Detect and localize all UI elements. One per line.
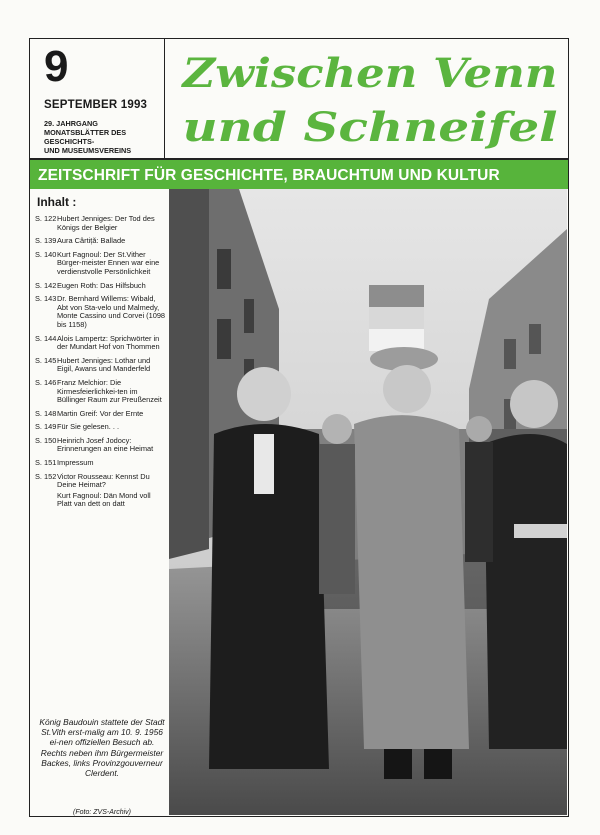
toc-page-number: S. 152 (35, 471, 57, 481)
toc-page-number: S. 140 (35, 249, 57, 259)
toc-entry-text: Franz Melchior: Die Kirmesfeierlichkei-ten im Büllinger Raum zur Preußenzeit (57, 377, 162, 405)
toc-item (35, 459, 167, 468)
toc-page-number: S. 150 (35, 435, 57, 445)
toc-item (35, 379, 167, 405)
masthead-title (175, 43, 565, 153)
toc-entry-text: Eugen Roth: Das Hilfsbuch (57, 280, 146, 290)
cover-photo (169, 189, 567, 815)
volume-line: MONATSBLÄTTER DES GESCHICHTS- (44, 128, 127, 146)
volume-line: 29. JAHRGANG (44, 119, 98, 128)
issue-info-box (30, 39, 165, 158)
toc-page-number: S. 122 (35, 214, 57, 223)
toc-page-number: S. 142 (35, 280, 57, 290)
toc-heading: Inhalt : (37, 195, 77, 209)
issue-date: SEPTEMBER 1993 (44, 99, 148, 111)
volume-info (44, 119, 162, 155)
cover-frame (29, 38, 569, 817)
toc-item (35, 437, 167, 454)
toc-page-number: S. 148 (35, 408, 57, 418)
toc-item (35, 295, 167, 329)
toc-page-number: S. 151 (35, 458, 57, 468)
toc-entry-text: Dr. Bernhard Willems: Wibald, Abt von Sta-velo und Malmedy, Monte Cassino und Corvei (1098 bis 1158) (57, 294, 166, 329)
toc-entry-text: Victor Rousseau: Kennst Du Deine Heimat? (57, 471, 150, 490)
volume-line: UND MUSEUMSVEREINS (44, 146, 132, 155)
toc-item (35, 237, 167, 246)
toc-entry-text: Kurt Fagnoul: Der St.Vither Bürger-meister Ennen war eine verdienstvolle Persönlichkeit (57, 249, 160, 276)
toc-page-number: S. 144 (35, 333, 57, 343)
toc-item (35, 282, 167, 291)
toc-page-number: S. 139 (35, 236, 57, 246)
toc-item (35, 357, 167, 374)
toc-entry-text: Für Sie gelesen. . . (57, 422, 120, 432)
toc-item (35, 251, 167, 277)
toc-item (35, 215, 167, 232)
toc-entry-text: Alois Lampertz: Sprichwörter in der Mundart Hof von Thommen (57, 333, 160, 352)
table-of-contents (31, 189, 169, 814)
toc-page-number: S. 145 (35, 355, 57, 365)
toc-item (35, 473, 167, 490)
issue-number: 9 (44, 42, 69, 91)
masthead-line-1: Zwischen Venn (180, 50, 558, 97)
toc-entry-text: Hubert Jenniges: Der Tod des Königs der Belgier (57, 214, 155, 232)
toc-page-number: S. 149 (35, 422, 57, 432)
toc-item (35, 423, 167, 432)
toc-entry-text: Heinrich Josef Jodocy: Erinnerungen an eine Heimat (57, 435, 154, 454)
toc-entry-text: Hubert Jenniges: Lothar und Eigil, Awans und Manderfeld (57, 355, 151, 374)
toc-list (35, 215, 167, 514)
toc-entry-text: Aura Cârtiță: Ballade (57, 236, 126, 246)
photo-caption: König Baudouin stattete der Stadt St.Vith erst-malig am 10. 9. 1956 ei-nen offiziellen Besuch ab. Rechts neben ihm Bürgermeister Backes, links Provinzgouverneur Clerdent. (39, 717, 165, 779)
photo-credit: (Foto: ZVS-Archiv) (73, 809, 131, 816)
toc-item (35, 410, 167, 419)
masthead-line-2: und Schneifel (182, 104, 558, 151)
toc-item (35, 335, 167, 352)
toc-entry-text: Kurt Fagnoul: Dän Mond voll Platt van dett on datt (57, 490, 151, 509)
toc-entry-text: Impressum (57, 458, 94, 468)
toc-page-number: S. 143 (35, 294, 57, 304)
toc-page-number: S. 146 (35, 377, 57, 387)
subtitle-bar: ZEITSCHRIFT FÜR GESCHICHTE, BRAUCHTUM UND KULTUR (30, 160, 568, 189)
toc-entry-text: Martin Greif: Vor der Ernte (57, 408, 144, 418)
